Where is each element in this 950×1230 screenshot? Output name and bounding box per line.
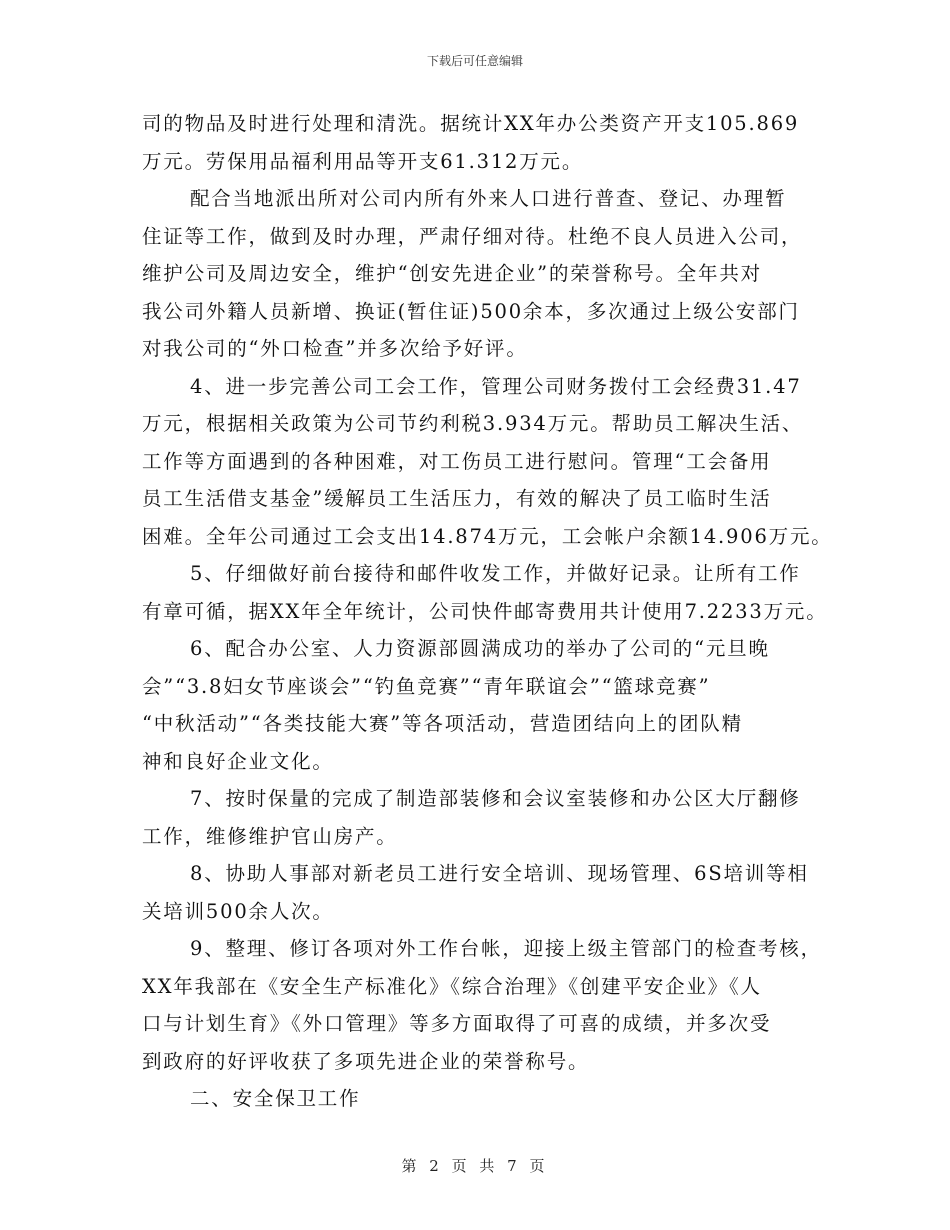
text-line: 我公司外籍人员新增、换证(暂住证)500余本，多次通过上级公安部门 [142, 299, 800, 323]
body-text [142, 105, 832, 1118]
text-line: 万元，根据相关政策为公司节约利税3.934万元。帮助员工解决生活、 [142, 412, 804, 435]
page-header: 下载后可任意编辑 [426, 54, 523, 68]
text-line: 5、仔细做好前台接待和邮件收发工作，并做好记录。让所有工作 [190, 562, 801, 585]
text-line: 员工生活借支基金”缓解员工生活压力，有效的解决了员工临时生活 [142, 487, 772, 510]
text-line: 司的物品及时进行处理和清洗。据统计XX年办公类资产开支105.869 [142, 112, 800, 135]
text-line: 住证等工作，做到及时办理，严肃仔细对待。杜绝不良人员进入公司， [142, 224, 803, 248]
text-line: 维护公司及周边安全，维护“创安先进企业”的荣誉称号。全年共对 [142, 262, 762, 285]
text-line: 会”“3.8妇女节座谈会”“钓鱼竞赛”“青年联谊会”“篮球竞赛” [142, 674, 711, 698]
text-line: 8、协助人事部对新老员工进行安全培训、现场管理、6S培训等相 [190, 862, 809, 885]
section-heading: 二、安全保卫工作 [190, 1087, 361, 1110]
text-line: 有章可循，据XX年全年统计，公司快件邮寄费用共计使用7.2233万元。 [142, 599, 828, 623]
text-line: XX年我部在《安全生产标准化》《综合治理》《创建平安企业》《人 [142, 974, 762, 998]
text-line: 工作等方面遇到的各种困难，对工伤员工进行慰问。管理“工会备用 [142, 449, 772, 473]
page-number: 第 2 页 共 7 页 [401, 1157, 549, 1175]
text-line: “中秋活动”“各类技能大赛”等各项活动，营造团结向上的团队精 [142, 712, 743, 735]
text-line: 口与计划生育》《外口管理》等多方面取得了可喜的成绩，并多次受 [142, 1012, 772, 1035]
text-line: 关培训500余人次。 [142, 899, 334, 923]
text-line: 7、按时保量的完成了制造部装修和会议室装修和办公区大厅翻修 [190, 787, 801, 810]
text-line: 4、进一步完善公司工会工作，管理公司财务拨付工会经费31.47 [190, 374, 802, 398]
text-line: 6、配合办公室、人力资源部圆满成功的举办了公司的“元旦晚 [190, 637, 770, 660]
text-line: 困难。全年公司通过工会支出14.874万元，工会帐户余额14.906万元。 [142, 524, 833, 548]
text-line: 配合当地派出所对公司内所有外来人口进行普查、登记、办理暂 [190, 187, 787, 210]
text-line: 对我公司的“外口检查”并多次给予好评。 [142, 337, 528, 360]
text-line: 工作，维修维护官山房产。 [142, 824, 398, 848]
text-line: 神和良好企业文化。 [142, 749, 334, 773]
text-line: 万元。劳保用品福利用品等开支61.312万元。 [142, 149, 584, 173]
text-line: 9、整理、修订各项对外工作台帐，迎接上级主管部门的检查考核， [190, 937, 822, 960]
text-line: 到政府的好评收获了多项先进企业的荣誉称号。 [142, 1049, 590, 1073]
